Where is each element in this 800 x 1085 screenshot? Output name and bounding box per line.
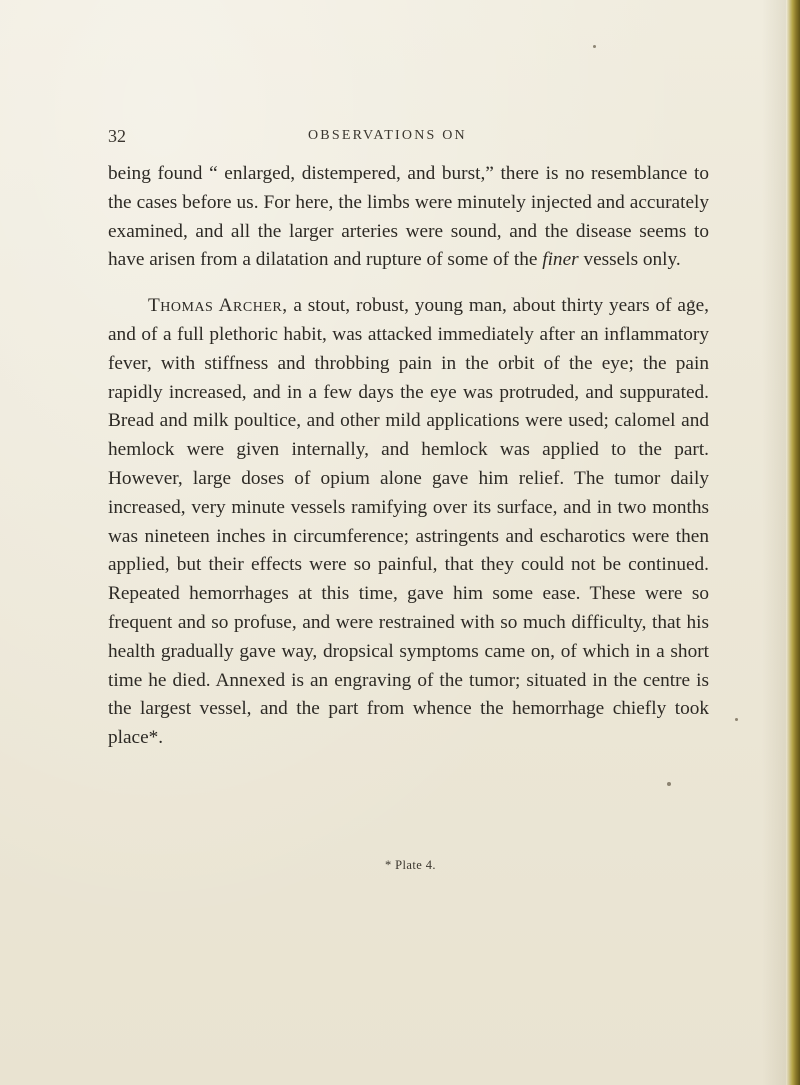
paper-speck xyxy=(593,45,596,48)
page-number: 32 xyxy=(108,126,126,146)
patient-name: Thomas Archer, xyxy=(148,295,288,317)
paragraph-text: a stout, robust, young man, about thirty years of age, and of a full plethoric habit, was attacked immediately after an inflammatory fever, with stiffness and throbbing pain in the orbit of the eye; the pain rapidly increased, and in a few days the eye was protruded, and suppurated. Bread and milk poultice, and other mild applications were used; calomel and hemlock were given internally, and hemlock was applied to the part. However, large doses of opium alone gave him relief. The tumor daily increased, very minute vessels ramifying over its surface, and in two months was nineteen inches in circumference; astringents and escharotics were then applied, but their effects were so painful, that they could not be continued. Repeated hemorrhages at this time, gave him some ease. These were so frequent and so profuse, and were restrained with so much difficulty, that his health gradually gave way, dropsical symptoms came on, of which in a short time he died. Annexed is an engraving of the tumor; situated in the centre is the largest vessel, and the part from whence the hemorrhage chiefly took place*. xyxy=(108,295,709,749)
paragraph-spacer xyxy=(108,275,709,292)
footnote: * Plate 4. xyxy=(385,858,436,872)
paper-speck xyxy=(667,782,671,786)
page-gutter-shadow xyxy=(762,0,786,1085)
paragraph xyxy=(108,292,709,753)
page-edge xyxy=(786,0,800,1085)
paragraph-text: being found “ enlarged, distempered, and burst,” there is no resemblance to the cases before us. For here, the limbs were minutely injected and accurately examined, and all the larger arteries were sound, and the disease seems to have arisen from a dilatation and rupture of some of the xyxy=(108,163,709,271)
body-text xyxy=(108,160,709,753)
paragraph xyxy=(108,160,709,275)
page-header xyxy=(108,126,708,152)
paper-speck xyxy=(735,718,738,721)
paragraph-text-end: vessels only. xyxy=(578,249,681,271)
emphasized-word: finer xyxy=(542,249,579,271)
running-head: OBSERVATIONS ON xyxy=(308,128,467,143)
